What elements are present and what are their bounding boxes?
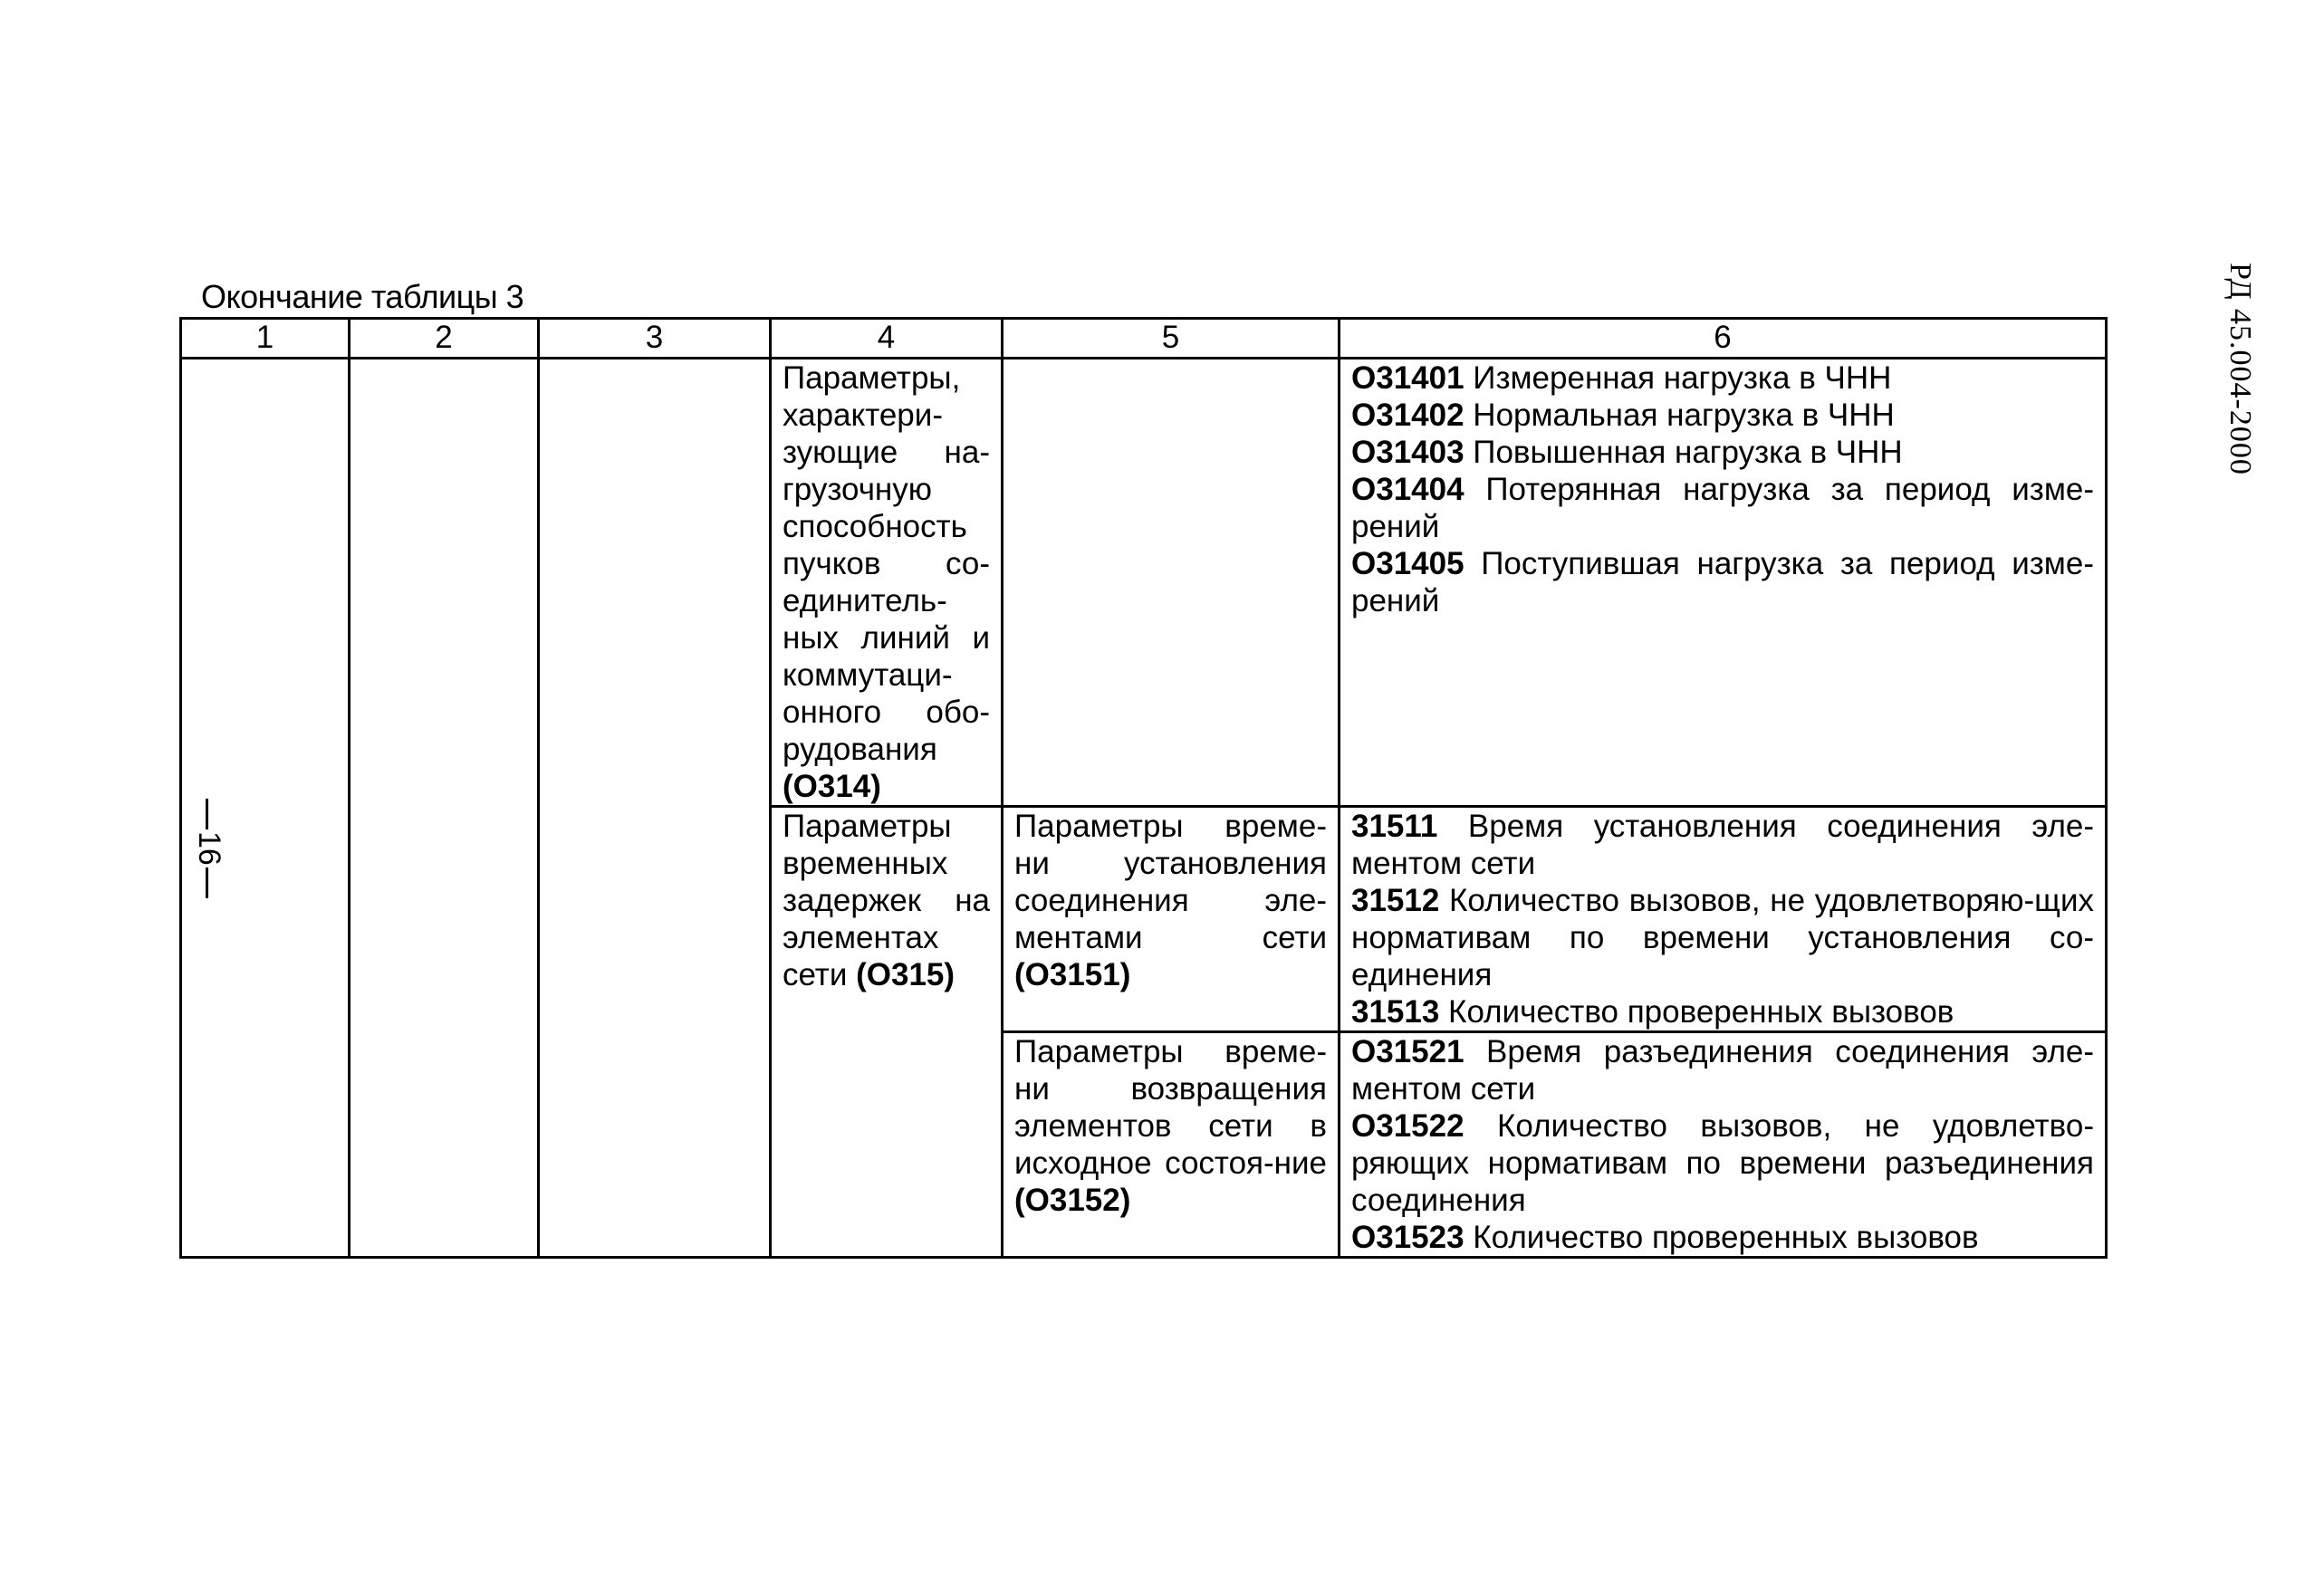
list-item bbox=[1351, 808, 2094, 882]
o314-description: Параметры, характери-зующие на-грузочную способность пучков со-единитель-ных линий и коммутаци-онного обо-рудования bbox=[783, 360, 990, 767]
data-table bbox=[179, 317, 2108, 1259]
o3151-description: Параметры време-ни установления соединения эле-ментами сети bbox=[1014, 809, 1327, 955]
entry-text: Количество вызовов, не удовлетворяю-щих нормативам по времени установления со-единения bbox=[1351, 883, 2094, 992]
header-col-6: 6 bbox=[1340, 319, 2107, 359]
entry-text: Потерянная нагрузка за период изме-рений bbox=[1351, 472, 2094, 544]
o314-code: (О314) bbox=[783, 769, 881, 804]
header-col-4: 4 bbox=[771, 319, 1003, 359]
cell-o3151-col-5 bbox=[1003, 807, 1340, 1032]
list-item bbox=[1351, 397, 2094, 434]
header-col-2: 2 bbox=[350, 319, 539, 359]
entry-code: 31511 bbox=[1351, 809, 1438, 844]
header-col-3: 3 bbox=[539, 319, 771, 359]
cell-o314-col-5 bbox=[1003, 359, 1340, 807]
table-caption: Окончание таблицы 3 bbox=[201, 278, 524, 315]
list-item bbox=[1351, 1219, 2094, 1256]
cell-col-3 bbox=[539, 359, 771, 1258]
entry-text: Количество проверенных вызовов bbox=[1464, 1220, 1979, 1255]
cell-o315-col-4 bbox=[771, 807, 1003, 1258]
entry-code: О31403 bbox=[1351, 435, 1465, 470]
entry-code: О31404 bbox=[1351, 472, 1465, 507]
o315-description: Параметры временных задержек на элементах сети bbox=[783, 809, 990, 992]
entry-text: Повышенная нагрузка в ЧНН bbox=[1464, 435, 1903, 470]
list-item bbox=[1351, 993, 2094, 1030]
cell-col-2 bbox=[350, 359, 539, 1258]
entry-code: О31402 bbox=[1351, 398, 1465, 433]
entry-text: Время разъединения соединения эле-ментом сети bbox=[1351, 1034, 2094, 1107]
header-col-1: 1 bbox=[181, 319, 350, 359]
o3152-code: (О3152) bbox=[1014, 1183, 1131, 1218]
entry-text: Нормальная нагрузка в ЧНН bbox=[1464, 398, 1895, 433]
list-item bbox=[1351, 434, 2094, 471]
document-code: РД 45.004-2000 bbox=[2223, 263, 2257, 475]
entry-code: О31405 bbox=[1351, 546, 1465, 581]
cell-o314-col-6 bbox=[1340, 359, 2107, 807]
entry-text: Количество проверенных вызовов bbox=[1439, 994, 1954, 1030]
entry-text: Измеренная нагрузка в ЧНН bbox=[1464, 360, 1892, 396]
header-row bbox=[181, 319, 2107, 359]
table-row-o314 bbox=[181, 359, 2107, 807]
cell-o314-col-4 bbox=[771, 359, 1003, 807]
list-item bbox=[1351, 359, 2094, 397]
entry-code: О31523 bbox=[1351, 1220, 1465, 1255]
list-item bbox=[1351, 471, 2094, 545]
list-item bbox=[1351, 545, 2094, 619]
list-item bbox=[1351, 1033, 2094, 1107]
entry-code: 31513 bbox=[1351, 994, 1440, 1030]
cell-o3151-col-6 bbox=[1340, 807, 2107, 1032]
cell-col-1 bbox=[181, 359, 350, 1258]
entry-code: О31522 bbox=[1351, 1108, 1465, 1144]
list-item bbox=[1351, 882, 2094, 993]
o3151-code: (О3151) bbox=[1014, 957, 1131, 992]
cell-o3152-col-5 bbox=[1003, 1032, 1340, 1258]
entry-code: О31401 bbox=[1351, 360, 1465, 396]
entry-text: Поступившая нагрузка за период изме-рений bbox=[1351, 546, 2094, 618]
entry-code: О31521 bbox=[1351, 1034, 1465, 1069]
entry-code: 31512 bbox=[1351, 883, 1440, 918]
list-item bbox=[1351, 1107, 2094, 1219]
cell-o3152-col-6 bbox=[1340, 1032, 2107, 1258]
page-number-text: 16 bbox=[192, 831, 226, 866]
o315-code: (О315) bbox=[856, 957, 956, 992]
entry-text: Время установления соединения эле-ментом сети bbox=[1351, 809, 2094, 881]
header-col-5: 5 bbox=[1003, 319, 1340, 359]
o3152-description: Параметры време-ни возвращения элементов сети в исходное состоя-ние bbox=[1014, 1034, 1327, 1181]
entry-text: Количество вызовов, не удовлетво-ряющих нормативам по времени разъединения соединения bbox=[1351, 1108, 2094, 1218]
